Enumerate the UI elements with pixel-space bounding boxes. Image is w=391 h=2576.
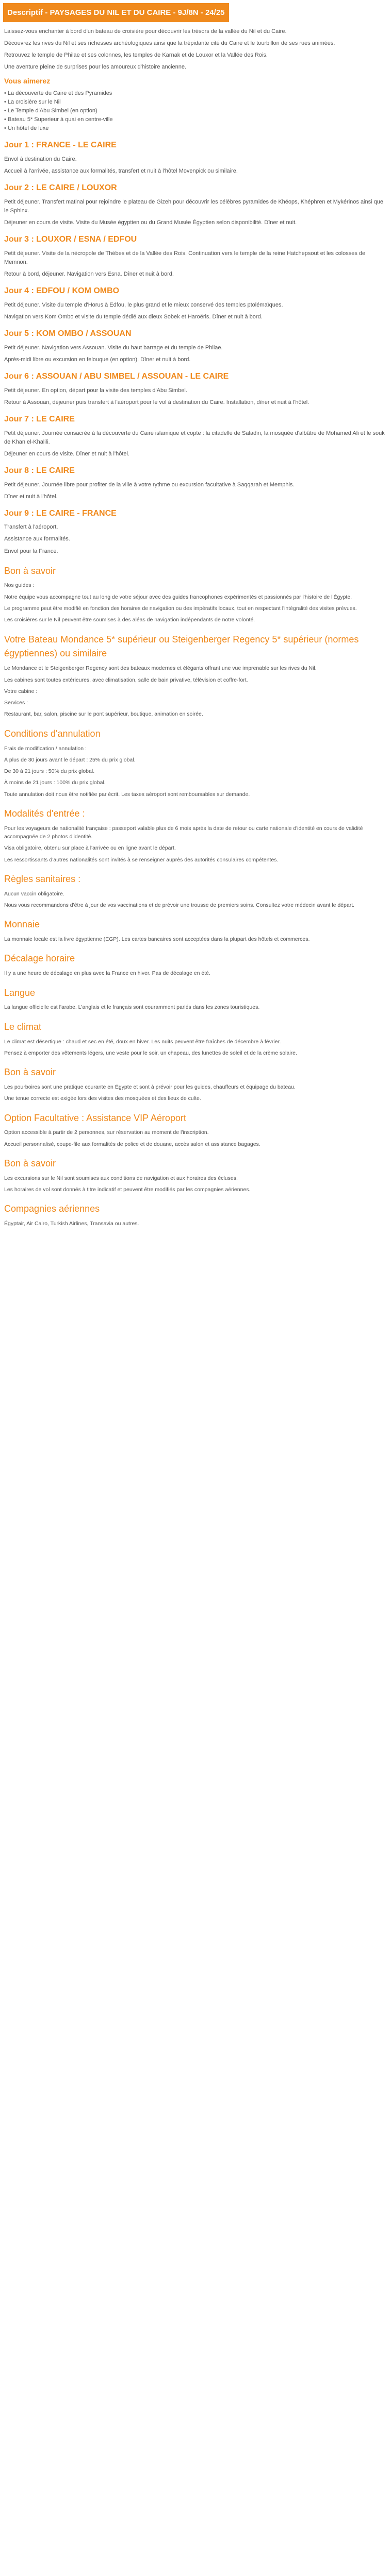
- intro-paragraph: Laissez-vous enchanter à bord d'un bateau de croisière pour découvrir les trésors de la vallée du Nil et du Caire.: [4, 28, 287, 35]
- section-paragraph: Égyptair, Air Cairo, Turkish Airlines, Transavia ou autres.: [4, 1221, 139, 1227]
- section-title: Bon à savoir: [4, 565, 56, 576]
- day-title: Jour 8 : LE CAIRE: [4, 466, 75, 475]
- section-paragraph: Restaurant, bar, salon, piscine sur le pont supérieur, boutique, animation en soirée.: [4, 711, 203, 718]
- day-paragraph: Petit déjeuner. Visite de la nécropole de Thèbes et de la Vallée des Rois. Continuation vers le temple de la reine Hatchepsout et les colosses de Memnon.: [4, 250, 366, 266]
- section-paragraph: Nos guides :: [4, 582, 35, 589]
- intro-paragraph: Retrouvez le temple de Philae et ses colonnes, les temples de Karnak et de Louxor et la Vallée des Rois.: [4, 52, 268, 59]
- section-paragraph: Pensez à emporter des vêtements légers, une veste pour le soir, un chapeau, des lunettes de soleil et de la crème solaire.: [4, 1049, 297, 1056]
- day-paragraph: Dîner et nuit à l'hôtel.: [4, 493, 58, 500]
- section-paragraph: Il y a une heure de décalage en plus avec la France en hiver. Pas de décalage en été.: [4, 970, 210, 977]
- section-title: Conditions d'annulation: [4, 728, 101, 739]
- section-paragraph: Aucun vaccin obligatoire.: [4, 890, 64, 897]
- section-paragraph: Visa obligatoire, obtenu sur place à l'arrivée ou en ligne avant le départ.: [4, 845, 176, 852]
- bullet-icon: •: [4, 90, 8, 97]
- bullet-icon: •: [4, 125, 8, 132]
- section-paragraph: À plus de 30 jours avant le départ : 25% du prix global.: [4, 756, 136, 763]
- intro-paragraph: Découvrez les rives du Nil et ses richesses archéologiques ainsi que la trépidante cité du Caire et le tourbillon de ses rues animées.: [4, 40, 335, 47]
- list-item-label: La découverte du Caire et des Pyramides: [7, 90, 112, 97]
- intro-paragraph: Une aventure pleine de surprises pour les amoureux d'histoire ancienne.: [4, 64, 187, 71]
- section-title: Votre Bateau Mondance 5* supérieur ou Steigenberger Regency 5* supérieur (normes égyptiennes) ou similaire: [4, 634, 359, 659]
- section-paragraph: Toute annulation doit nous être notifiée par écrit. Les taxes aéroport sont remboursables sur demande.: [4, 791, 250, 798]
- day-paragraph: Assistance aux formalités.: [4, 536, 70, 543]
- list-item-label: La croisière sur le Nil: [7, 99, 61, 106]
- section-paragraph: Pour les voyageurs de nationalité française : passeport valable plus de 6 mois après la date de retour ou carte nationale d'identité en cours de validité accompagnée de 2 photos d'identité.: [4, 825, 363, 840]
- day-title: Jour 7 : LE CAIRE: [4, 414, 75, 423]
- list-item: [4, 107, 387, 115]
- page-title-banner: Descriptif - PAYSAGES DU NIL ET DU CAIRE - 9J/8N - 24/25: [3, 3, 229, 22]
- list-item-label: Le Temple d'Abu Simbel (en option): [7, 108, 97, 114]
- list-item-label: Bateau 5* Superieur à quai en centre-ville: [7, 116, 113, 123]
- intro: [4, 27, 387, 72]
- content: [0, 27, 391, 1251]
- day-paragraph: Petit déjeuner. Journée consacrée à la découverte du Caire islamique et copte : la citadelle de Saladin, la mosquée d'albâtre de Mohamed Ali et le souk de Khan el-Khalili.: [4, 430, 385, 445]
- section-paragraph: À moins de 21 jours : 100% du prix global.: [4, 779, 106, 786]
- section-paragraph: Services :: [4, 700, 28, 706]
- list-item: [4, 124, 387, 133]
- day-title: Jour 9 : LE CAIRE - FRANCE: [4, 509, 117, 518]
- day-title: Jour 4 : EDFOU / KOM OMBO: [4, 286, 120, 296]
- day-paragraph: Navigation vers Kom Ombo et visite du temple dédié aux dieux Sobek et Haroëris. Dîner et nuit à bord.: [4, 313, 263, 320]
- section-paragraph: Accueil personnalisé, coupe-file aux formalités de police et de douane, accès salon et assistance bagages.: [4, 1141, 260, 1147]
- day-paragraph: Petit déjeuner. Transfert matinal pour rejoindre le plateau de Gizeh pour découvrir les célèbres pyramides de Khéops, Khéphren et Mykérinos ainsi que le Sphinx.: [4, 199, 383, 214]
- section-paragraph: Frais de modification / annulation :: [4, 745, 87, 752]
- section-title: Bon à savoir: [4, 1158, 56, 1168]
- day-paragraph: Accueil à l'arrivée, assistance aux formalités, transfert et nuit à l'hôtel Movenpick ou similaire.: [4, 168, 238, 175]
- itinerary: [4, 139, 387, 555]
- day-paragraph: Petit déjeuner. En option, départ pour la visite des temples d'Abu Simbel.: [4, 387, 187, 394]
- section-paragraph: Le programme peut être modifié en fonction des horaires de navigation ou des impératifs locaux, tout en respectant l'intégralité des visites prévues.: [4, 605, 357, 612]
- day-paragraph: Déjeuner en cours de visite. Dîner et nuit à l'hôtel.: [4, 450, 130, 457]
- vous-aimerez-list: [4, 89, 387, 133]
- day-title: Jour 2 : LE CAIRE / LOUXOR: [4, 183, 117, 193]
- section-paragraph: Les excursions sur le Nil sont soumises aux conditions de navigation et aux horaires des écluses.: [4, 1175, 238, 1181]
- list-item: [4, 98, 387, 107]
- section-title: Monnaie: [4, 919, 40, 930]
- day-title: Jour 1 : FRANCE - LE CAIRE: [4, 141, 117, 150]
- section-title: Modalités d'entrée :: [4, 808, 85, 819]
- section-title: Option Facultative : Assistance VIP Aéroport: [4, 1112, 186, 1123]
- section-paragraph: Les pourboires sont une pratique courante en Égypte et sont à prévoir pour les guides, chauffeurs et équipage du bateau.: [4, 1084, 296, 1090]
- section-title: Bon à savoir: [4, 1067, 56, 1078]
- section-paragraph: La langue officielle est l'arabe. L'anglais et le français sont couramment parlés dans les zones touristiques.: [4, 1004, 260, 1011]
- section-paragraph: Nous vous recommandons d'être à jour de vos vaccinations et de prévoir une trousse de premiers soins. Consultez votre médecin avant le départ.: [4, 902, 355, 908]
- section-title: Décalage horaire: [4, 953, 75, 964]
- day-paragraph: Petit déjeuner. Visite du temple d'Horus à Edfou, le plus grand et le mieux conservé des temples ptolémaïques.: [4, 301, 283, 308]
- bullet-icon: •: [4, 116, 8, 123]
- list-item: [4, 115, 387, 124]
- section-paragraph: Le Mondance et le Steigenberger Regency sont des bateaux modernes et élégants offrant une vue imprenable sur les rives du Nil.: [4, 665, 317, 672]
- vous-aimerez-title: Vous aimerez: [4, 77, 51, 86]
- day-paragraph: Déjeuner en cours de visite. Visite du Musée égyptien ou du Grand Musée Égyptien selon disponibilité. Dîner et nuit.: [4, 219, 297, 226]
- section-paragraph: La monnaie locale est la livre égyptienne (EGP). Les cartes bancaires sont acceptées dans la plupart des hôtels et commerces.: [4, 936, 310, 943]
- day-paragraph: Après-midi libre ou excursion en felouque (en option). Dîner et nuit à bord.: [4, 356, 191, 363]
- info-sections: [4, 564, 387, 1228]
- day-paragraph: Retour à Assouan, déjeuner puis transfert à l'aéroport pour le vol à destination du Caire. Installation, dîner et nuit à l'hôtel.: [4, 399, 309, 405]
- bullet-icon: •: [4, 108, 8, 114]
- section-paragraph: Les croisières sur le Nil peuvent être soumises à des aléas de navigation indépendants de notre volonté.: [4, 617, 255, 623]
- bullet-icon: •: [4, 99, 8, 106]
- section-paragraph: Les cabines sont toutes extérieures, avec climatisation, salle de bain privative, télévision et coffre-fort.: [4, 676, 248, 683]
- section-paragraph: Votre cabine :: [4, 688, 38, 694]
- list-item: [4, 89, 387, 98]
- section-title: Règles sanitaires :: [4, 873, 81, 884]
- section-paragraph: Option accessible à partir de 2 personnes, sur réservation au moment de l'inscription.: [4, 1129, 209, 1136]
- section-title: Le climat: [4, 1021, 42, 1032]
- day-paragraph: Envol pour la France.: [4, 548, 58, 554]
- day-paragraph: Transfert à l'aéroport.: [4, 524, 58, 531]
- day-paragraph: Petit déjeuner. Journée libre pour profiter de la ville à votre rythme ou excursion facultative à Saqqarah et Memphis.: [4, 481, 295, 488]
- day-title: Jour 5 : KOM OMBO / ASSOUAN: [4, 329, 132, 338]
- day-paragraph: Retour à bord, déjeuner. Navigation vers Esna. Dîner et nuit à bord.: [4, 271, 174, 278]
- day-paragraph: Petit déjeuner. Navigation vers Assouan. Visite du haut barrage et du temple de Philae.: [4, 344, 223, 351]
- section-paragraph: Les horaires de vol sont donnés à titre indicatif et peuvent être modifiés par les compagnies aériennes.: [4, 1187, 251, 1193]
- list-item-label: Un hôtel de luxe: [7, 125, 49, 132]
- section-paragraph: Notre équipe vous accompagne tout au long de votre séjour avec des guides francophones expérimentés et passionnés par l'histoire de l'Égypte.: [4, 594, 352, 600]
- page: [0, 0, 391, 1252]
- section-paragraph: De 30 à 21 jours : 50% du prix global.: [4, 768, 95, 775]
- day-title: Jour 6 : ASSOUAN / ABU SIMBEL / ASSOUAN - LE CAIRE: [4, 371, 229, 381]
- section-title: Langue: [4, 987, 36, 998]
- section-paragraph: Le climat est désertique : chaud et sec en été, doux en hiver. Les nuits peuvent être fraîches de décembre à février.: [4, 1038, 281, 1045]
- section-title: Compagnies aériennes: [4, 1204, 100, 1214]
- section-paragraph: Les ressortissants d'autres nationalités sont invités à se renseigner auprès des autorités consulaires compétentes.: [4, 856, 279, 863]
- day-title: Jour 3 : LOUXOR / ESNA / EDFOU: [4, 235, 137, 244]
- section-paragraph: Une tenue correcte est exigée lors des visites des mosquées et des lieux de culte.: [4, 1095, 201, 1102]
- day-paragraph: Envol à destination du Caire.: [4, 156, 77, 163]
